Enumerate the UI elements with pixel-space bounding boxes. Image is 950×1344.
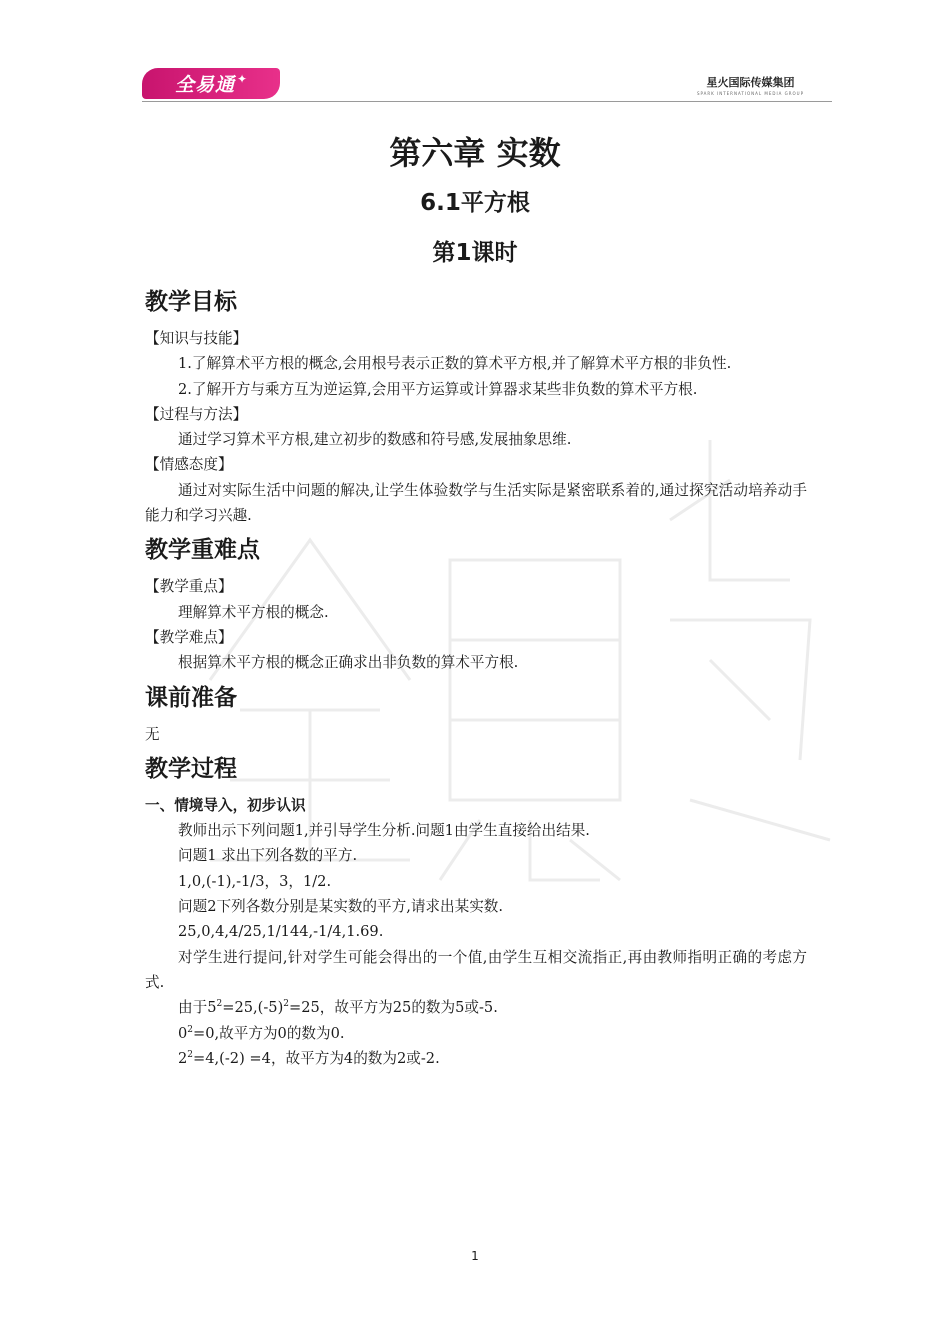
section-heading-key-points: 教学重难点 [145,537,260,564]
text-run: =4,(-2) =4，故平方为4的数为2或-2. [193,1049,440,1067]
page-header [142,66,832,102]
paragraph: 教师出示下列问题1,并引导学生分析.问题1由学生直接给出结果. [178,822,590,840]
paragraph: 1.了解算术平方根的概念,会用根号表示正数的算术平方根,并了解算术平方根的非负性. [178,355,732,373]
tag-emotion: 【情感态度】 [145,456,233,474]
text-run: 2 [178,1049,188,1067]
paragraph: 无 [145,725,160,743]
paragraph: 通过学习算术平方根,建立初步的数感和符号感,发展抽象思维. [178,431,572,449]
lesson-title: 第1课时 [432,240,518,266]
publisher-name: 星火国际传媒集团 [706,76,795,89]
superscript: 2 [187,1049,194,1060]
paragraph: 1,0,(-1),-1/3，3，1/2. [178,872,332,890]
text-run: 由于5 [178,999,217,1017]
text-run: =25,(-5) [222,999,284,1017]
paragraph [145,995,807,1020]
paragraph: 问题1 求出下列各数的平方. [178,847,358,865]
superscript: 2 [216,999,223,1010]
header-divider [142,101,832,102]
tag-process: 【过程与方法】 [145,405,248,423]
superscript: 2 [283,999,289,1010]
tag-difficult: 【教学难点】 [145,628,233,646]
paragraph [145,1021,807,1046]
section-heading-preparation: 课前准备 [145,684,237,711]
publisher-logo [697,74,804,96]
document-body [145,280,807,1071]
paragraph: 通过对实际生活中问题的解决,让学生体验数学与生活实际是紧密联系着的,通过探究活动培养动手能力和学习兴趣. [145,481,807,525]
paragraph: 对学生进行提问,针对学生可能会得出的一个值,由学生互相交流指正,再由教师指明正确的考虑方式. [145,948,807,991]
paragraph: 25,0,4,4/25,1/144,-1/4,1.69. [178,923,384,941]
paragraph: 根据算术平方根的概念正确求出非负数的算术平方根. [178,654,519,672]
text-run: 0 [178,1024,188,1042]
logo-text: 全易通 [174,74,235,96]
subsection-heading: 一、情境导入，初步认识 [145,796,306,814]
paragraph: 理解算术平方根的概念. [178,603,329,621]
text-run: =0,故平方为0的数为0. [193,1024,345,1042]
paragraph [145,1046,807,1071]
paragraph: 问题2下列各数分别是某实数的平方,请求出某实数. [178,898,504,916]
chapter-title: 第六章 实数 [389,134,561,172]
tag-key: 【教学重点】 [145,578,233,596]
superscript: 2 [187,1024,194,1035]
sparkle-icon: ✦ [236,71,248,86]
section-title: 6.1平方根 [420,190,530,216]
section-heading-process: 教学过程 [145,755,237,782]
tag-knowledge: 【知识与技能】 [145,330,248,347]
page-number: 1 [471,1249,479,1263]
text-run: =25，故平方为25的数为5或-5. [289,999,498,1017]
section-heading-goals: 教学目标 [145,289,237,315]
brand-logo [142,68,280,99]
paragraph: 2.了解开方与乘方互为逆运算,会用平方运算或计算器求某些非负数的算术平方根. [178,380,698,398]
publisher-subtitle: SPARK INTERNATIONAL MEDIA GROUP [696,91,804,96]
